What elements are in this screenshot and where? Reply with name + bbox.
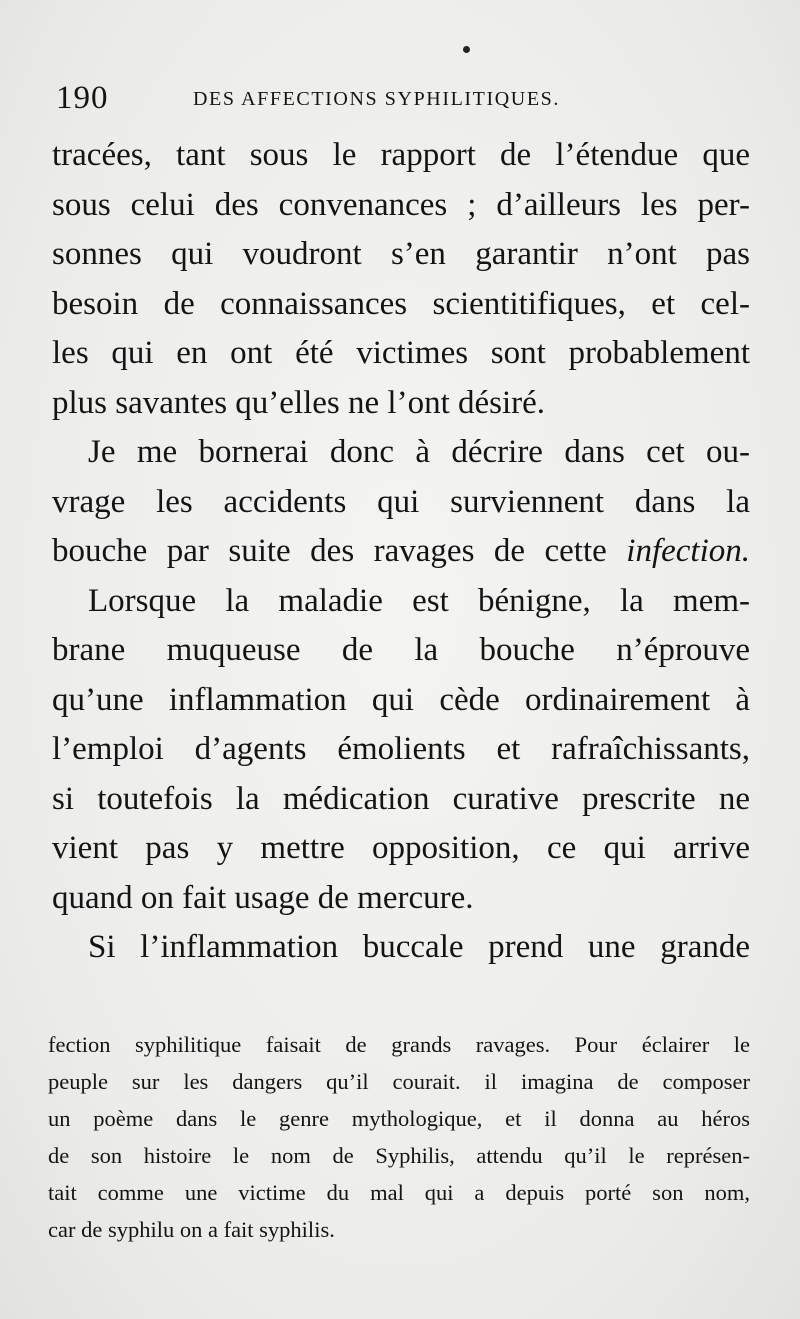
text-line: quand on fait usage de mercure. [52,879,474,916]
text-line: si toutefois la médication curative prescrite ne [52,780,750,817]
text-line-with-italic [52,527,750,577]
text-line: Lorsque la maladie est bénigne, la mem- [88,582,750,619]
footnote-line: tait comme une victime du mal qui a depuis porté son nom, [48,1180,750,1205]
text-line: Si l’inflammation buccale prend une grande [88,929,750,965]
footnote-line: de son histoire le nom de Syphilis, attendu qu’il le représen- [48,1143,750,1168]
text-line: vrage les accidents qui surviennent dans la [52,483,750,520]
paragraph-3 [52,577,750,924]
italic-word: infection. [626,533,750,569]
running-title: DES AFFECTIONS SYPHILITIQUES. [193,88,560,110]
paragraph-2 [52,428,750,577]
text-line: l’emploi d’agents émolients et rafraîchissants, [52,731,750,767]
footnote-line: peuple sur les dangers qu’il courait. il imagina de composer [48,1069,750,1094]
text-line: qu’une inflammation qui cède ordinairement à [52,681,750,718]
text-line: besoin de connaissances scientitifiques, et cel- [52,285,750,322]
running-head [56,78,756,118]
text-line: sous celui des convenances ; d’ailleurs les per- [52,186,750,223]
footnote-line: car de syphilu on a fait syphilis. [48,1217,335,1242]
text-line: plus savantes qu’elles ne l’ont désiré. [52,384,546,421]
text-line: sonnes qui voudront s’en garantir n’ont pas [52,236,750,272]
paragraph-1 [52,131,750,428]
text-line-start: bouche par suite des ravages de cette [52,533,627,569]
text-line: brane muqueuse de la bouche n’éprouve [52,632,750,668]
text-line: les qui en ont été victimes sont probablement [52,335,750,371]
footnote-line: fection syphilitique faisait de grands ravages. Pour éclairer le [48,1032,750,1057]
text-line: Je me bornerai donc à décrire dans cet ou- [88,434,750,470]
page-number: 190 [56,80,109,116]
text-line: tracées, tant sous le rapport de l’étendue que [52,137,750,173]
footnote [48,1026,750,1248]
main-text [52,131,750,973]
text-line: vient pas y mettre opposition, ce qui arrive [52,830,750,866]
paragraph-4 [52,923,750,973]
ink-dot-mark [463,46,470,53]
footnote-line: un poème dans le genre mythologique, et il donna au héros [48,1106,750,1131]
